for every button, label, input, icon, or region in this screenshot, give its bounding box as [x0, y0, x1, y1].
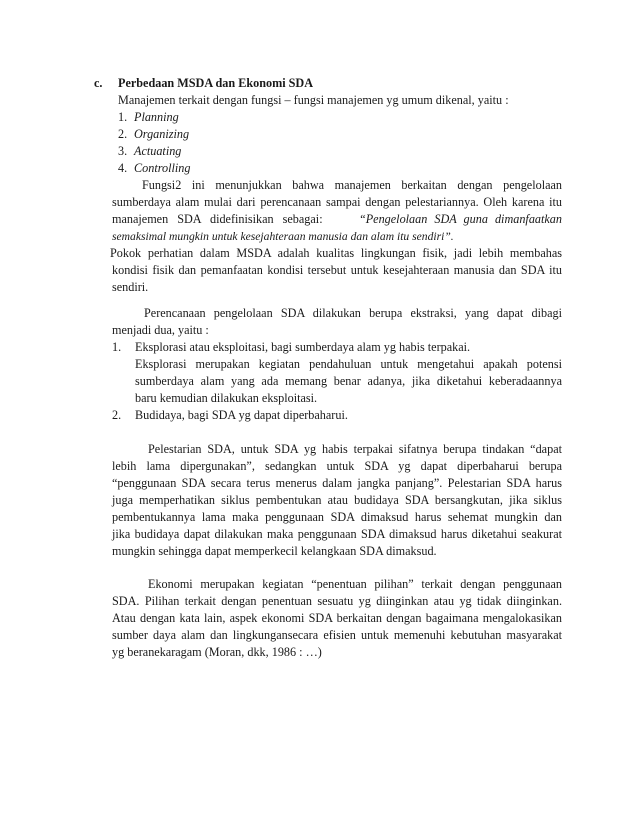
list-item: [118, 143, 558, 160]
definition-quote: “Pengelolaan SDA guna dimanfaatkan: [358, 212, 562, 226]
text-line: sendiri.: [112, 280, 149, 294]
paragraph-4: [112, 441, 562, 560]
section-title: Perbedaan MSDA dan Ekonomi SDA: [118, 76, 314, 90]
list-item: [118, 160, 558, 177]
list-number: 2.: [118, 127, 128, 141]
paragraph-2: [112, 245, 562, 296]
list-label: Organizing: [134, 127, 190, 141]
text-line: sumberdaya alam mulai dari perencanaan sampai dengan pelestariannya. Oleh karena itu: [112, 195, 562, 209]
text-line: sumberdaya alam yang ada memang benar adanya, jika diketahui keberadaannya: [135, 374, 562, 388]
list-label: Planning: [134, 110, 179, 124]
list-item: [112, 407, 562, 424]
list-label: Actuating: [134, 144, 182, 158]
text-line: Ekonomi merupakan kegiatan “penentuan pilihan” terkait dengan penggunaan: [148, 577, 562, 591]
list-number: 3.: [118, 144, 128, 158]
text-line: Eksplorasi merupakan kegiatan pendahuluan untuk mengetahui apakah potensi: [135, 357, 562, 371]
definition-lead: manajemen SDA didefinisikan sebagai:: [112, 212, 323, 226]
text-line: Pokok perhatian dalam MSDA adalah kualitas lingkungan fisik, jadi lebih membahas: [110, 246, 562, 260]
text-line: jika budidaya dapat dilakukan maka penggunaan SDA dimaksud harus diketahui seakurat: [112, 527, 562, 541]
paragraph-5: [112, 576, 562, 661]
text-line: menjadi dua, yaitu :: [112, 323, 209, 337]
text-line: SDA. Pilihan terkait dengan penentuan sesuatu yg diinginkan atau yg tidak diinginkan.: [112, 594, 562, 608]
definition-quote-end: semaksimal mungkin untuk kesejahteraan manusia dan alam itu sendiri”.: [112, 230, 454, 243]
list-number: 1.: [118, 110, 128, 124]
text-line: baru kemudian dilakukan eksploitasi.: [135, 391, 318, 405]
list-item: [118, 109, 558, 126]
text-line: Fungsi2 ini menunjukkan bahwa manajemen berkaitan dengan pengelolaan: [142, 178, 562, 192]
text-line: “penggunaan SDA secara terus menerus dalam jangka panjang”. Pelestarian SDA harus: [112, 476, 562, 490]
text-line: mungkin sehingga dapat memperkecil kelangkaan SDA dimaksud.: [112, 544, 437, 558]
text-line: sumber daya alam dan lingkungansecara efisien untuk memenuhi kebutuhan masyarakat: [112, 628, 562, 642]
text-line: yg beranekaragam (Moran, dkk, 1986 : …): [112, 645, 322, 659]
text-line: pembentukannya lama maka penggunaan SDA dimaksud harus sehemat mungkin dan: [112, 510, 562, 524]
list-number: 1.: [112, 340, 122, 354]
section-letter: c.: [94, 76, 103, 90]
intro-block: [118, 92, 558, 109]
method-list: [112, 339, 562, 356]
text-line: kondisi fisik dan pemanfaatan kondisi tersebut untuk kesejahteraan manusia dan SDA itu: [112, 263, 562, 277]
text-line: juga memperhatikan siklus pembentukan atau budidaya SDA bersangkutan, jika siklus: [112, 493, 562, 507]
list-item: [118, 126, 558, 143]
list-label: Budidaya, bagi SDA yg dapat diperbaharui.: [135, 408, 348, 422]
text-line: Atau dengan kata lain, aspek ekonomi SDA berkaitan dengan bagaimana mengalokasikan: [112, 611, 562, 625]
text-line: [112, 211, 562, 228]
list-label: Eksplorasi atau eksploitasi, bagi sumberdaya alam yg habis terpakai.: [135, 340, 471, 354]
paragraph-1: [112, 177, 562, 245]
text-line: Perencanaan pengelolaan SDA dilakukan berupa ekstraksi, yang dapat dibagi: [144, 306, 562, 320]
text-line: Pelestarian SDA, untuk SDA yg habis terpakai sifatnya berupa tindakan “dapat: [148, 442, 562, 456]
method-list-2: [112, 407, 562, 424]
intro-text: Manajemen terkait dengan fungsi – fungsi manajemen yg umum dikenal, yaitu :: [118, 93, 509, 107]
method-detail: [135, 356, 562, 407]
list-label: Controlling: [134, 161, 191, 175]
list-number: 2.: [112, 408, 122, 422]
list-number: 4.: [118, 161, 128, 175]
list-item: [112, 339, 562, 356]
paragraph-3: [112, 305, 562, 339]
text-line: lebih lama dipergunakan”, sedangkan untuk SDA yg dapat diperbaharui berupa: [112, 459, 562, 473]
function-list: [118, 109, 558, 177]
